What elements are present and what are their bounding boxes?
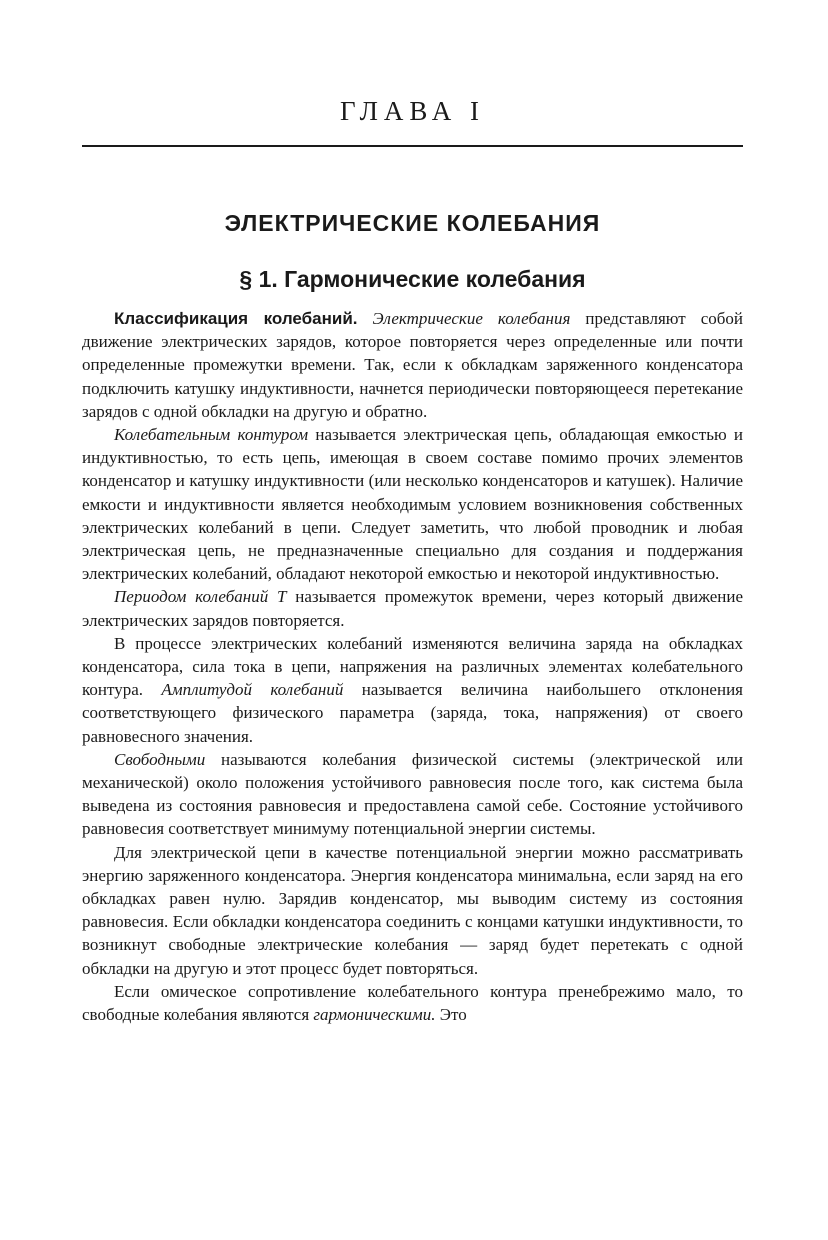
body-text (82, 307, 743, 1026)
term-harmonic: гармоническими. (313, 1005, 436, 1025)
paragraph-text: Это (439, 1005, 467, 1025)
paragraph-text: представляют собой движение электрических зарядов, которое повторяется через определенные или почти определенные промежутки времени. Так, если к обкладкам заряженного конденсатора подключить катушку индуктивности, начнется периодически повторяющееся перетекание зарядов с одной обкладки на другую и обратно. (82, 309, 744, 421)
paragraph-classification (82, 307, 743, 423)
term-oscillating-circuit: Колебательным контуром (114, 425, 309, 445)
paragraph-period (82, 585, 743, 631)
paragraph-text: называется электрическая цепь, обладающая емкостью и индуктивностью, то есть цепь, имеющая в своем составе помимо прочих элементов конденсатор и катушку индуктивности (или несколько конденсаторов и катушек). Наличие емкости и индуктивности является необходимым условием возникновения собственных электрических колебаний в цепи. Следует заметить, что любой проводник и любая электрическая цепь, не предназначенные специально для создания и поддержания электрических колебаний, обладают некоторой емкостью и некоторой индуктивностью. (82, 425, 744, 584)
term-free: Свободными (114, 749, 206, 769)
paragraph-potential-energy (82, 841, 743, 980)
paragraph-lead: Классификация колебаний. (114, 309, 358, 328)
paragraph-harmonic (82, 980, 743, 1026)
paragraph-text: называются колебания физической системы (электрической или механической) около положения устойчивого равновесия после того, как система была выведена из состояния равновесия и предоставлена самой себе. Состояние устойчивого равновесия соответствует минимуму потенциальной энергии системы. (82, 749, 744, 839)
term-amplitude: Амплитудой колебаний (161, 680, 344, 700)
chapter-title: ЭЛЕКТРИЧЕСКИЕ КОЛЕБАНИЯ (224, 210, 601, 236)
header-rule (82, 145, 743, 147)
paragraph-text: В процессе электрических колебаний изменяются величина заряда на обкладках конденсатора, сила тока в цепи, напряжения на различных элементах колебательного контура. (82, 633, 743, 700)
section-title: § 1. Гармонические колебания (239, 266, 586, 292)
paragraph-free-oscillations (82, 748, 743, 841)
term-period: Периодом колебаний T (114, 587, 287, 607)
paragraph-text: Если омическое сопротивление колебательного контура пренебрежимо мало, то свободные колебания являются (82, 981, 743, 1025)
paragraph-oscillating-circuit (82, 423, 743, 585)
paragraph-text: называется величина наибольшего отклонения соответствующего физического параметра (заряда, тока, напряжения) от своего равновесного значения. (82, 680, 743, 746)
paragraph-amplitude (82, 632, 743, 748)
paragraph-text: Для электрической цепи в качестве потенциальной энергии можно рассматривать энергию заряженного конденсатора. Энергия конденсатора минимальна, если заряд на его обкладках равен нулю. Зарядив конденсатор, мы выводим систему из состояния равновесия. Если обкладки конденсатора соединить с концами катушки индуктивности, то возникнут свободные электрические колебания — заряд будет перетекать с одной обкладки на другую и этот процесс будет повторяться. (82, 842, 743, 978)
paragraph-text: называется промежуток времени, через который движение электрических зарядов повторяется. (82, 587, 744, 630)
chapter-number: ГЛАВА I (340, 96, 485, 126)
term-electric-oscillations: Электрические колебания (372, 309, 571, 328)
